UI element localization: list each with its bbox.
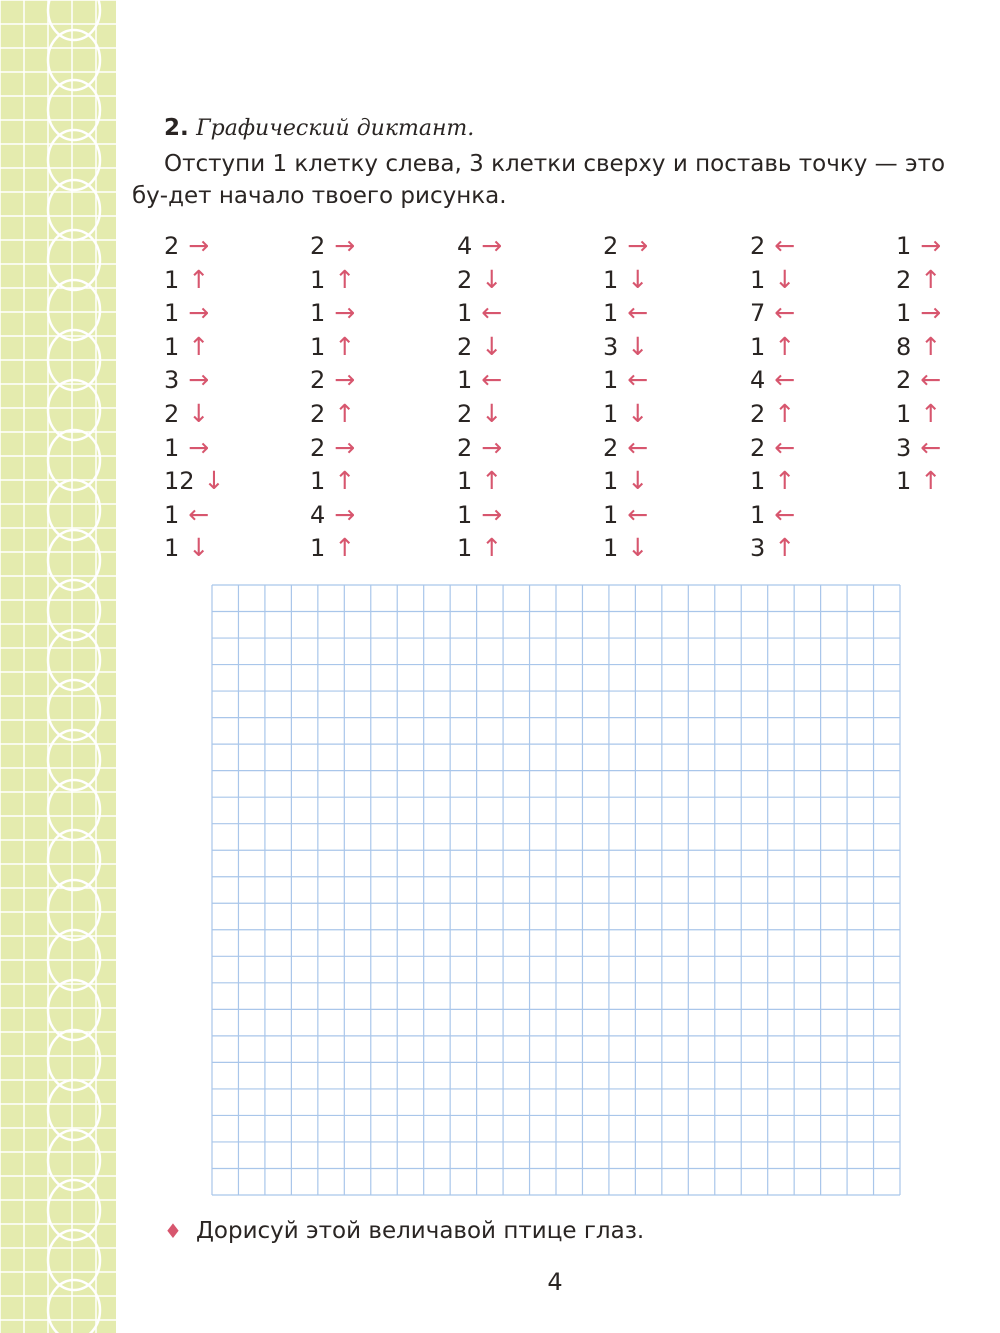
command-item [457, 397, 502, 431]
command-count: 1 [164, 500, 180, 529]
command-count: 2 [750, 232, 766, 260]
direction-arrow-icon: ↓ [627, 533, 649, 563]
direction-arrow-icon: ↑ [481, 466, 503, 496]
command-item [457, 263, 502, 297]
command-item [750, 363, 795, 397]
command-item [164, 431, 225, 465]
direction-arrow-icon: ↓ [188, 398, 210, 428]
command-item [310, 330, 355, 364]
command-item [310, 229, 355, 263]
command-count: 2 [310, 399, 326, 428]
command-item [750, 498, 795, 532]
command-item [603, 397, 648, 431]
command-item [896, 397, 941, 431]
command-item [457, 363, 502, 397]
command-item [164, 397, 225, 431]
command-item [457, 229, 502, 263]
command-item [164, 330, 225, 364]
command-count: 1 [457, 534, 473, 563]
command-item [310, 464, 355, 498]
command-count: 2 [457, 265, 473, 294]
command-count: 1 [603, 399, 619, 428]
direction-arrow-icon: ↑ [334, 533, 356, 563]
command-item [457, 296, 502, 330]
direction-arrow-icon: → [334, 432, 356, 462]
task-instruction: Отступи 1 клетку слева, 3 клетки сверху и поставь точку — это бу-дет начало твоего рисунка. [132, 151, 946, 209]
direction-arrow-icon: → [920, 231, 942, 260]
direction-arrow-icon: ↑ [774, 331, 796, 361]
command-count: 3 [164, 366, 180, 395]
direction-arrow-icon: ↑ [774, 466, 796, 496]
command-item [603, 330, 648, 364]
direction-arrow-icon: ← [627, 365, 649, 395]
direction-arrow-icon: ↑ [188, 331, 210, 361]
command-item [750, 431, 795, 465]
command-item [603, 263, 648, 297]
direction-arrow-icon: ↓ [481, 398, 503, 428]
command-count: 1 [457, 366, 473, 395]
task-heading [164, 112, 474, 145]
command-item [603, 464, 648, 498]
command-item [750, 397, 795, 431]
direction-arrow-icon: ↓ [203, 466, 225, 496]
command-item [310, 431, 355, 465]
command-item [603, 296, 648, 330]
command-count: 1 [603, 500, 619, 529]
direction-arrow-icon: → [481, 231, 503, 260]
direction-arrow-icon: ← [627, 432, 649, 462]
command-count: 1 [750, 265, 766, 294]
loop-pattern [0, 0, 116, 1333]
direction-arrow-icon: ↑ [188, 264, 210, 294]
command-item [164, 363, 225, 397]
command-count: 2 [896, 265, 912, 294]
command-count: 1 [896, 232, 912, 260]
direction-arrow-icon: ↓ [627, 331, 649, 361]
decorative-side-strip [0, 0, 116, 1333]
direction-arrow-icon: ← [188, 499, 210, 529]
command-item [310, 263, 355, 297]
direction-arrow-icon: ↑ [920, 331, 942, 361]
direction-arrow-icon: ← [481, 298, 503, 328]
direction-arrow-icon: ↑ [920, 398, 942, 428]
direction-arrow-icon: ← [774, 298, 796, 328]
command-count: 1 [457, 500, 473, 529]
command-item [457, 498, 502, 532]
command-count: 1 [603, 265, 619, 294]
direction-arrow-icon: ↑ [334, 264, 356, 294]
command-count: 2 [457, 332, 473, 361]
direction-arrow-icon: ↑ [334, 331, 356, 361]
direction-arrow-icon: ↑ [481, 533, 503, 563]
direction-arrow-icon: → [627, 231, 649, 260]
command-item [164, 229, 225, 263]
direction-arrow-icon: ← [774, 231, 796, 260]
command-item [457, 531, 502, 565]
command-item [896, 263, 941, 297]
command-item [750, 229, 795, 263]
direction-arrow-icon: → [481, 499, 503, 529]
direction-arrow-icon: → [188, 231, 210, 260]
command-item [603, 363, 648, 397]
command-count: 2 [603, 232, 619, 260]
direction-arrow-icon: ↑ [920, 264, 942, 294]
command-count: 1 [457, 467, 473, 496]
direction-arrow-icon: ↑ [774, 533, 796, 563]
direction-arrow-icon: ↑ [334, 398, 356, 428]
command-count: 1 [896, 467, 912, 496]
direction-arrow-icon: → [920, 298, 942, 328]
command-item [310, 363, 355, 397]
direction-arrow-icon: ↓ [627, 264, 649, 294]
command-item [896, 229, 941, 263]
command-item [310, 397, 355, 431]
command-item [310, 498, 355, 532]
command-item [750, 330, 795, 364]
strip-loop [48, 0, 100, 40]
command-column [457, 229, 502, 565]
command-item [896, 431, 941, 465]
command-item [603, 498, 648, 532]
command-count: 1 [603, 299, 619, 328]
command-count: 3 [896, 433, 912, 462]
command-item [164, 498, 225, 532]
direction-arrow-icon: ↑ [774, 398, 796, 428]
command-count: 12 [164, 467, 195, 496]
command-item [457, 464, 502, 498]
direction-arrow-icon: ← [627, 298, 649, 328]
command-count: 1 [164, 265, 180, 294]
direction-arrow-icon: ← [774, 365, 796, 395]
command-count: 2 [750, 433, 766, 462]
command-count: 1 [750, 467, 766, 496]
command-count: 2 [310, 366, 326, 395]
command-count: 1 [750, 332, 766, 361]
command-column [896, 229, 941, 498]
direction-arrow-icon: ↓ [481, 331, 503, 361]
direction-arrow-icon: ← [627, 499, 649, 529]
direction-arrow-icon: → [334, 499, 356, 529]
command-count: 2 [896, 366, 912, 395]
command-item [896, 296, 941, 330]
command-count: 1 [603, 366, 619, 395]
command-count: 7 [750, 299, 766, 328]
direction-arrow-icon: ↓ [188, 533, 210, 563]
command-count: 2 [310, 232, 326, 260]
command-item [896, 363, 941, 397]
command-item [603, 431, 648, 465]
command-count: 2 [750, 399, 766, 428]
command-item [164, 263, 225, 297]
task-number: 2. [164, 115, 189, 141]
direction-arrow-icon: ↑ [920, 466, 942, 496]
command-item [164, 296, 225, 330]
command-count: 1 [457, 299, 473, 328]
command-column [750, 229, 795, 565]
direction-arrow-icon: → [334, 298, 356, 328]
command-count: 2 [164, 232, 180, 260]
direction-arrow-icon: → [188, 298, 210, 328]
direction-arrow-icon: ↓ [481, 264, 503, 294]
direction-arrow-icon: ← [774, 432, 796, 462]
diamond-bullet-icon: ♦ [164, 1219, 182, 1243]
command-item [750, 464, 795, 498]
command-count: 1 [164, 299, 180, 328]
direction-arrow-icon: → [334, 231, 356, 260]
command-count: 3 [603, 332, 619, 361]
task-title: Графический диктант. [196, 116, 475, 141]
command-item [164, 464, 225, 498]
command-count: 4 [750, 366, 766, 395]
command-item [457, 330, 502, 364]
command-count: 2 [164, 399, 180, 428]
command-item [164, 531, 225, 565]
command-item [896, 330, 941, 364]
command-count: 1 [310, 332, 326, 361]
footnote-text: Дорисуй этой величавой птице глаз. [195, 1218, 645, 1244]
command-count: 1 [164, 433, 180, 462]
direction-arrow-icon: ↓ [627, 466, 649, 496]
command-item [750, 296, 795, 330]
command-count: 1 [896, 299, 912, 328]
drawing-grid[interactable] [211, 584, 901, 1200]
command-count: 3 [750, 534, 766, 563]
command-count: 8 [896, 332, 912, 361]
command-count: 1 [310, 467, 326, 496]
command-item [750, 263, 795, 297]
command-item [603, 229, 648, 263]
command-column [310, 229, 355, 565]
command-item [603, 531, 648, 565]
command-count: 1 [164, 534, 180, 563]
command-count: 1 [896, 399, 912, 428]
grid-lines [211, 584, 901, 1196]
page-number: 4 [547, 1268, 563, 1296]
command-count: 2 [457, 399, 473, 428]
command-count: 1 [750, 500, 766, 529]
direction-arrow-icon: ← [920, 365, 942, 395]
command-column [603, 229, 648, 565]
command-item [310, 531, 355, 565]
direction-arrow-icon: ↓ [774, 264, 796, 294]
direction-arrow-icon: ↑ [334, 466, 356, 496]
command-count: 2 [310, 433, 326, 462]
command-item [896, 464, 941, 498]
direction-arrow-icon: ↓ [627, 398, 649, 428]
direction-arrow-icon: ← [774, 499, 796, 529]
direction-arrow-icon: ← [481, 365, 503, 395]
direction-arrow-icon: → [334, 365, 356, 395]
command-count: 2 [603, 433, 619, 462]
direction-arrow-icon: → [188, 365, 210, 395]
direction-arrow-icon: ← [920, 432, 942, 462]
command-count: 4 [457, 232, 473, 260]
command-count: 1 [603, 467, 619, 496]
direction-arrow-icon: → [188, 432, 210, 462]
command-item [457, 431, 502, 465]
footnote [164, 1215, 644, 1247]
command-count: 1 [310, 265, 326, 294]
direction-arrow-icon: → [481, 432, 503, 462]
command-count: 4 [310, 500, 326, 529]
command-count: 1 [310, 534, 326, 563]
command-count: 1 [164, 332, 180, 361]
command-item [750, 531, 795, 565]
command-count: 1 [603, 534, 619, 563]
command-column [164, 229, 225, 565]
command-count: 2 [457, 433, 473, 462]
command-count: 1 [310, 299, 326, 328]
command-item [310, 296, 355, 330]
